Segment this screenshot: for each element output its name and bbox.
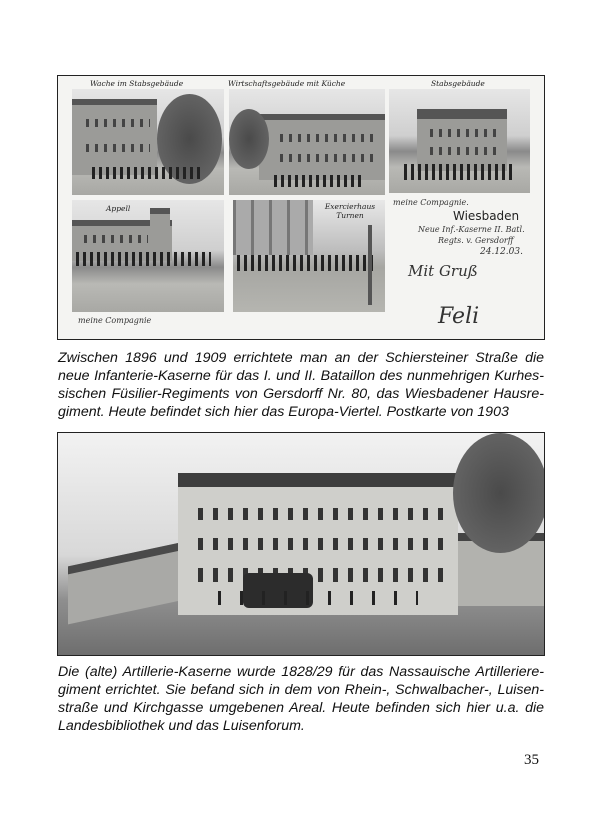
- panel-label-stabsgebaeude: Stabsgebäude: [431, 79, 485, 88]
- artillerie-kaserne-photo: [57, 432, 545, 656]
- caption-line: Zwischen 1896 und 1909 errichtete man an der Schiersteiner Straße die: [58, 350, 544, 366]
- postcard-photo: [57, 75, 545, 340]
- handwritten-note-top: meine Compagnie.: [393, 198, 469, 207]
- panel-label-wirtschaftsgebaeude: Wirtschaftsgebäude mit Küche: [228, 79, 346, 88]
- handwritten-greeting: Mit Gruß: [408, 262, 478, 280]
- handwritten-signature: Feli: [438, 304, 480, 329]
- caption-line: giment. Heute befindet sich hier das Europa-Viertel. Postkarte von 1903: [58, 404, 509, 420]
- printed-title: Wiesbaden: [453, 209, 520, 223]
- caption-line: sischen Füsilier-Regiments von Gersdorff Nr. 80, das Wiesbadener Hausre-: [58, 386, 544, 402]
- printed-subtitle-2: Regts. v. Gersdorff: [438, 236, 514, 245]
- handwritten-note-bottom: meine Compagnie: [78, 316, 152, 325]
- caption-line: giment errichtet. Sie befand sich in dem von Rhein-, Schwalbacher-, Luisen-: [58, 682, 544, 698]
- panel-label-exercierhaus: Exercierhaus Turnen: [324, 202, 376, 220]
- panel-label-wache: Wache im Stabsgebäude: [90, 79, 184, 88]
- photo-panel-wache: [72, 89, 224, 195]
- caption-line: neue Infanterie-Kaserne für das I. und II. Bataillon des nunmehrigen Kurhes-: [58, 368, 544, 384]
- photo-panel-wirtschaftsgebaeude: [229, 89, 385, 195]
- page-number: 35: [524, 752, 539, 768]
- caption-postcard: [58, 349, 544, 421]
- photo-panel-stabsgebaeude: [389, 89, 530, 193]
- caption-line: straße und Kirchgasse umgebenen Areal. Heute befinden sich hier u.a. die: [58, 700, 544, 716]
- handwritten-date: 24.12.03.: [480, 247, 523, 257]
- panel-label-appell: Appell: [106, 204, 131, 213]
- caption-line: Landesbibliothek und das Luisenforum.: [58, 718, 305, 734]
- caption-line: Die (alte) Artillerie-Kaserne wurde 1828/29 für das Nassauische Artilleriere-: [58, 664, 544, 680]
- photo-panel-appell: [72, 200, 224, 312]
- printed-subtitle-1: Neue Inf.-Kaserne II. Batl.: [418, 225, 525, 234]
- caption-artillerie-kaserne: [58, 663, 544, 735]
